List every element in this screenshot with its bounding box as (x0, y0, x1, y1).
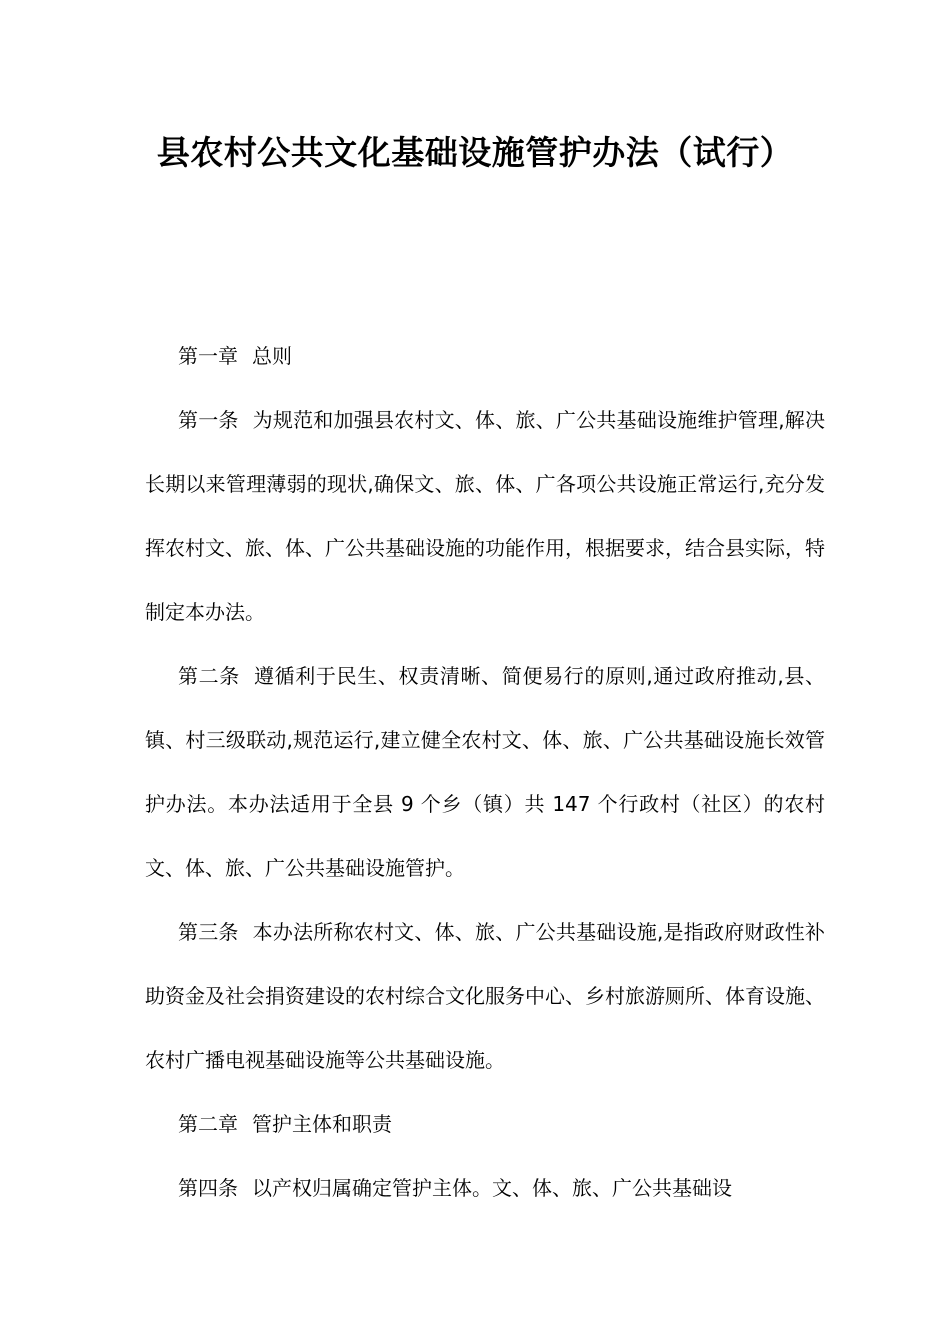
document-title: 县农村公共文化基础设施管护办法（试行） (156, 133, 794, 172)
article-3 (145, 900, 825, 1092)
paragraph-label: 第二章 (178, 1112, 238, 1136)
paragraph-text: 以产权归属确定管护主体。文、体、旅、广公共基础设 (252, 1176, 732, 1200)
article-2 (145, 644, 825, 900)
paragraph-text: 本办法所称农村文、体、旅、广公共基础设施,是指政府财政性补助资金及社会捐资建设的农村综合文化服务中心、乡村旅游厕所、体育设施、农村广播电视基础设施等公共基础设施。 (145, 920, 826, 1072)
paragraph-label: 第一章 (178, 344, 238, 368)
paragraph-label: 第二条 (178, 664, 240, 688)
paragraph-text: 为规范和加强县农村文、体、旅、广公共基础设施维护管理,解决长期以来管理薄弱的现状,确保文、旅、体、广各项公共设施正常运行,充分发挥农村文、旅、体、广公共基础设施的功能作用，根据要求，结合县实际，特制定本办法。 (145, 408, 826, 624)
paragraph-label: 第三条 (178, 920, 239, 944)
chapter-1-heading (145, 324, 825, 388)
chapter-2-heading (145, 1092, 825, 1156)
paragraph-text: 遵循利于民生、权责清晰、简便易行的原则,通过政府推动,县、镇、村三级联动,规范运行,建立健全农村文、体、旅、广公共基础设施长效管护办法。本办法适用于全县 9 个乡（镇）共 147 个行政村（社区）的农村文、体、旅、广公共基础设施管护。 (145, 664, 826, 880)
paragraph-label: 第四条 (178, 1176, 238, 1200)
paragraph-label: 第一条 (178, 408, 239, 432)
document-body (145, 324, 825, 1220)
paragraph-text: 管护主体和职责 (252, 1112, 392, 1136)
article-4 (145, 1156, 825, 1220)
article-1 (145, 388, 825, 644)
paragraph-text: 总则 (252, 344, 292, 368)
